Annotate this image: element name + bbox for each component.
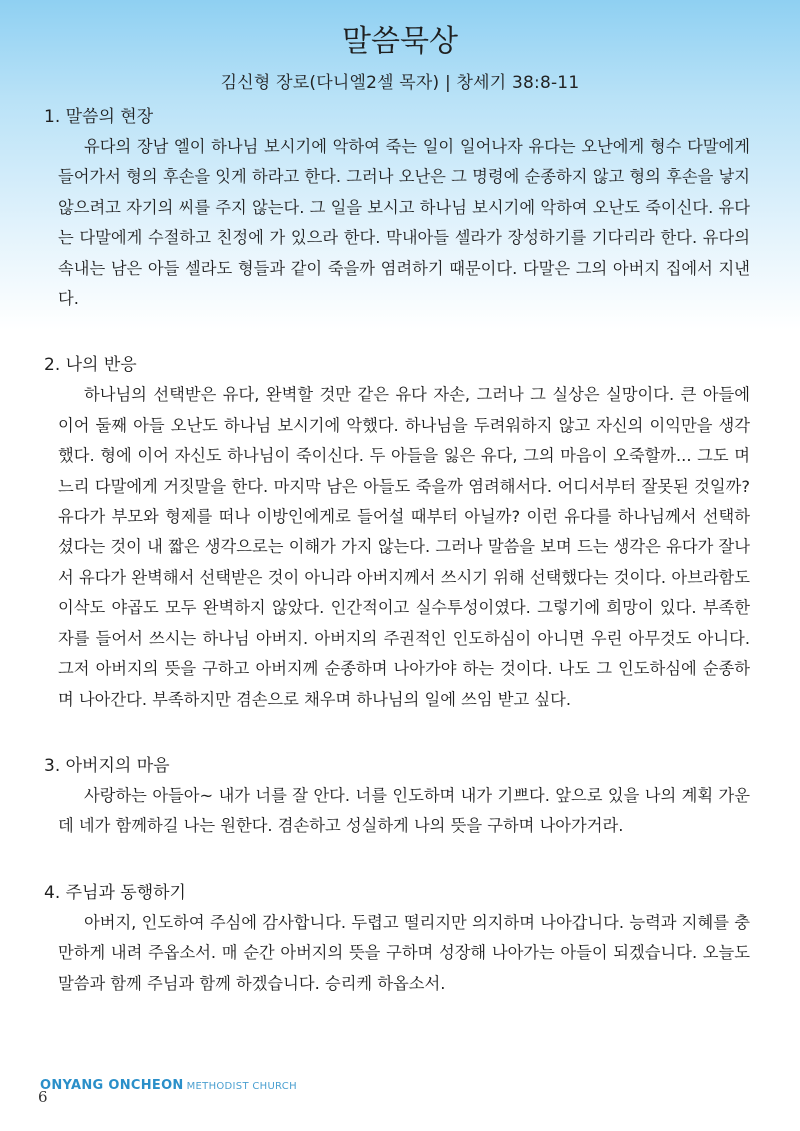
section-heading: 4. 주님과 동행하기 [44, 882, 186, 903]
church-brand-subtitle: METHODIST CHURCH [186, 1081, 297, 1092]
page-number: 6 [38, 1088, 48, 1106]
section-scripture-scene [44, 102, 750, 314]
section-heading: 2. 나의 반응 [44, 355, 137, 376]
section-body: 아버지, 인도하여 주심에 감사합니다. 두렵고 떨리지만 의지하며 나아갑니다. 능력과 지혜를 충만하게 내려 주옵소서. 매 순간 아버지의 뜻을 구하며 성장해 나아가는 아들이 되겠습니다. 오늘도 말씀과 함께 주님과 함께 하겠습니다. 승리케 하옵소서. [58, 912, 750, 993]
section-my-response [44, 350, 750, 714]
page-header [0, 22, 800, 93]
section-fathers-heart [44, 751, 750, 842]
page-subtitle: 김신형 장로(다니엘2셀 목자) | 창세기 38:8-11 [220, 73, 580, 93]
section-heading: 1. 말씀의 현장 [44, 107, 154, 127]
section-body: 유다의 장남 엘이 하나님 보시기에 악하여 죽는 일이 일어나자 유다는 오난에게 형수 다말에게 들어가서 형의 후손을 잇게 하라고 한다. 그러나 오난은 그 명령에 순종하지 않고 형의 후손을 낳지 않으려고 자기의 씨를 주지 않는다. 그 일을 보시고 하나님 보시기에 악하여 오난도 죽이신다. 유다는 다말에게 수절하고 친정에 가 있으라 한다. 막내아들 셀라가 장성하기를 기다리라 한다. 유다의 속내는 남은 아들 셀라도 형들과 같이 죽을까 염려하기 때문이다. 다말은 그의 아버지 집에서 지낸다. [58, 137, 750, 309]
section-body: 사랑하는 아들아~ 내가 너를 잘 안다. 너를 인도하며 내가 기쁘다. 앞으로 있을 나의 계획 가운데 네가 함께하길 나는 원한다. 겸손하고 성실하게 나의 뜻을 구하며 나아가거라. [58, 785, 750, 836]
section-body: 하나님의 선택받은 유다, 완벽할 것만 같은 유다 자손, 그러나 그 실상은 실망이다. 큰 아들에 이어 둘째 아들 오난도 하나님 보시기에 악했다. 하나님을 두려워하지 않고 자신의 이익만을 생각했다. 형에 이어 자신도 하나님이 죽이신다. 두 아들을 잃은 유다, 그의 마음이 오죽할까... 그도 며느리 다말에게 거짓말을 한다. 마지막 남은 아들도 죽을까 염려해서다. 어디서부터 잘못된 것일까? 유다가 부모와 형제를 떠나 이방인에게로 들어설 때부터 아닐까? 이런 유다를 하나님께서 선택하셨다는 것이 내 짧은 생각으로는 이해가 가지 않는다. 그러나 말씀을 보며 드는 생각은 유다가 잘나서 유다가 완벽해서 선택받은 것이 아니라 아버지께서 쓰시기 위해 선택했다는 것이다. 아브라함도 이삭도 야곱도 모두 완벽하지 않았다. 인간적이고 실수투성이였다. 그렇기에 희망이 있다. 부족한 자를 들어서 쓰시는 하나님 아버지. 아버지의 주권적인 인도하심이 아니면 우린 아무것도 아니다. 그저 아버지의 뜻을 구하고 아버지께 순종하며 나아가야 하는 것이다. 나도 그 인도하심에 순종하며 나아간다. 부족하지만 겸손으로 채우며 하나님의 일에 쓰임 받고 싶다. [58, 385, 750, 709]
article-content [44, 102, 750, 1035]
church-brand-name: ONYANG ONCHEON [40, 1078, 184, 1093]
church-brand [40, 1074, 297, 1093]
page-title: 말씀묵상 [342, 24, 458, 59]
section-walking-with-lord [44, 878, 750, 999]
section-heading: 3. 아버지의 마음 [44, 755, 170, 776]
